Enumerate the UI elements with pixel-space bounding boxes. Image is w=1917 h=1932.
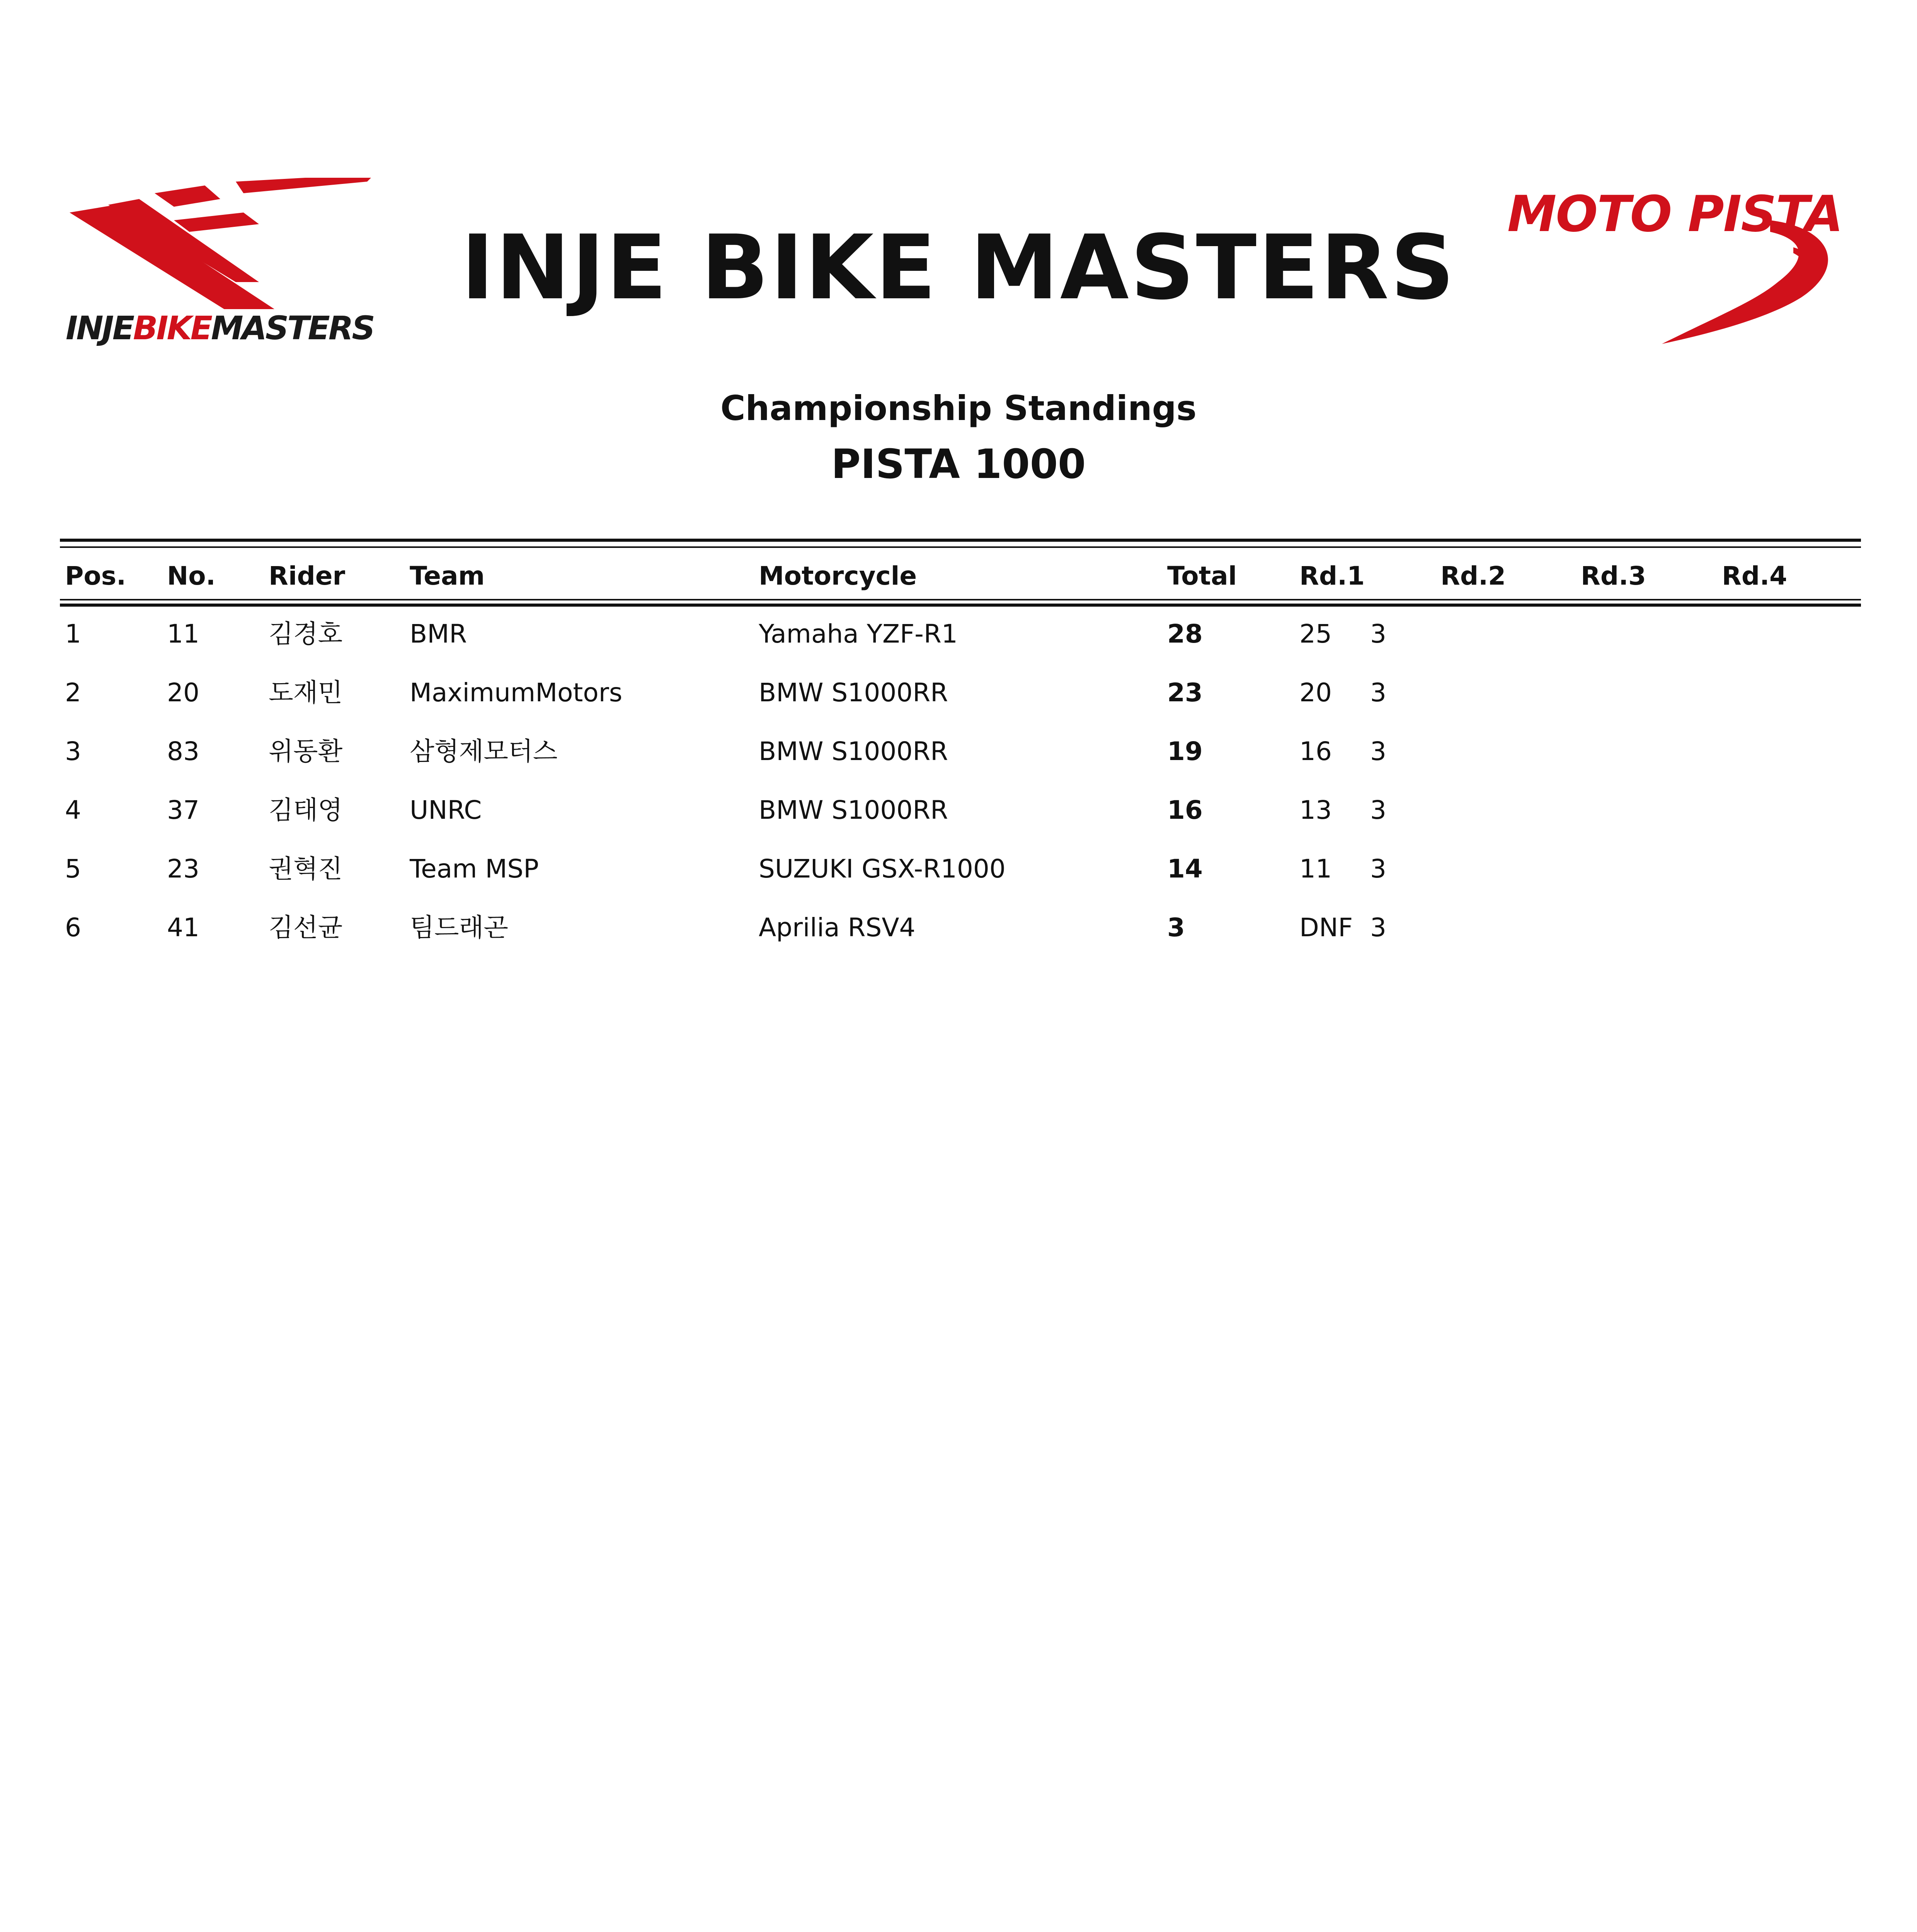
cell-rider: 권혁진 — [269, 854, 343, 884]
logo-left-text: INJEBIKEMASTERS — [66, 309, 374, 347]
col-header-no: No. — [167, 561, 216, 591]
cell-team: 팀드래곤 — [410, 913, 509, 942]
cell-total: 16 — [1167, 795, 1203, 825]
cell-no: 23 — [167, 854, 199, 884]
scorpion-tail-icon — [1500, 185, 1855, 348]
cell-rd1-points: 11 — [1299, 854, 1332, 884]
cell-motorcycle: Aprilia RSV4 — [759, 913, 916, 942]
cell-motorcycle: BMW S1000RR — [759, 678, 948, 707]
table-header-rule — [60, 604, 1861, 607]
cell-total: 3 — [1167, 913, 1185, 942]
col-header-motorcycle: Motorcycle — [759, 561, 917, 591]
cell-team: UNRC — [410, 795, 482, 825]
cell-rd1-bonus: 3 — [1370, 795, 1386, 825]
cell-rd1-bonus: 3 — [1370, 678, 1386, 707]
table-top-rule — [60, 539, 1861, 542]
cell-rd1-bonus: 3 — [1370, 736, 1386, 766]
cell-motorcycle: BMW S1000RR — [759, 736, 948, 766]
cell-rider: 도재민 — [269, 678, 343, 707]
cell-rd1-bonus: 3 — [1370, 619, 1386, 649]
cell-total: 28 — [1167, 619, 1203, 649]
cell-no: 11 — [167, 619, 199, 649]
cell-no: 20 — [167, 678, 199, 707]
cell-rider: 김선균 — [269, 913, 343, 942]
cell-rd1-bonus: 3 — [1370, 854, 1386, 884]
cell-pos: 3 — [65, 736, 81, 766]
cell-rider: 김태영 — [269, 795, 343, 825]
cell-no: 83 — [167, 736, 199, 766]
cell-no: 41 — [167, 913, 199, 942]
cell-total: 19 — [1167, 736, 1203, 766]
standings-subtitle: Championship Standings — [720, 388, 1197, 428]
page-title: INJE BIKE MASTERS — [461, 216, 1456, 320]
cell-motorcycle: SUZUKI GSX-R1000 — [759, 854, 1006, 884]
cell-no: 37 — [167, 795, 199, 825]
col-header-rd1: Rd.1 — [1299, 561, 1365, 591]
cell-rd1-points: 16 — [1299, 736, 1332, 766]
cell-total: 14 — [1167, 854, 1203, 884]
col-header-rd4: Rd.4 — [1722, 561, 1788, 591]
moto-pista-logo-text: MOTO PISTA — [1507, 185, 1842, 243]
cell-team: Team MSP — [410, 854, 539, 884]
cell-rd1-points: 20 — [1299, 678, 1332, 707]
cell-pos: 2 — [65, 678, 81, 707]
cell-rider: 김경호 — [269, 619, 343, 649]
cell-team: 삼형제모터스 — [410, 736, 558, 766]
cell-team: BMR — [410, 619, 467, 649]
col-header-pos: Pos. — [65, 561, 126, 591]
cell-motorcycle: BMW S1000RR — [759, 795, 948, 825]
cell-pos: 4 — [65, 795, 81, 825]
cell-team: MaximumMotors — [410, 678, 623, 707]
col-header-rd3: Rd.3 — [1581, 561, 1646, 591]
cell-rd1-points: 25 — [1299, 619, 1332, 649]
col-header-rd2: Rd.2 — [1440, 561, 1506, 591]
cell-rider: 위동환 — [269, 736, 343, 766]
moto-pista-logo — [1500, 185, 1855, 348]
table-header-rule-thin — [60, 599, 1861, 600]
col-header-rider: Rider — [269, 561, 345, 591]
cell-rd1-points: DNF — [1299, 913, 1353, 942]
class-title: PISTA 1000 — [831, 440, 1086, 488]
cell-total: 23 — [1167, 678, 1203, 707]
cell-motorcycle: Yamaha YZF-R1 — [759, 619, 958, 649]
col-header-total: Total — [1167, 561, 1237, 591]
cell-rd1-bonus: 3 — [1370, 913, 1386, 942]
cell-pos: 1 — [65, 619, 81, 649]
cell-rd1-points: 13 — [1299, 795, 1332, 825]
col-header-team: Team — [410, 561, 485, 591]
cell-pos: 6 — [65, 913, 81, 942]
table-top-rule-thin — [60, 546, 1861, 548]
cell-pos: 5 — [65, 854, 81, 884]
